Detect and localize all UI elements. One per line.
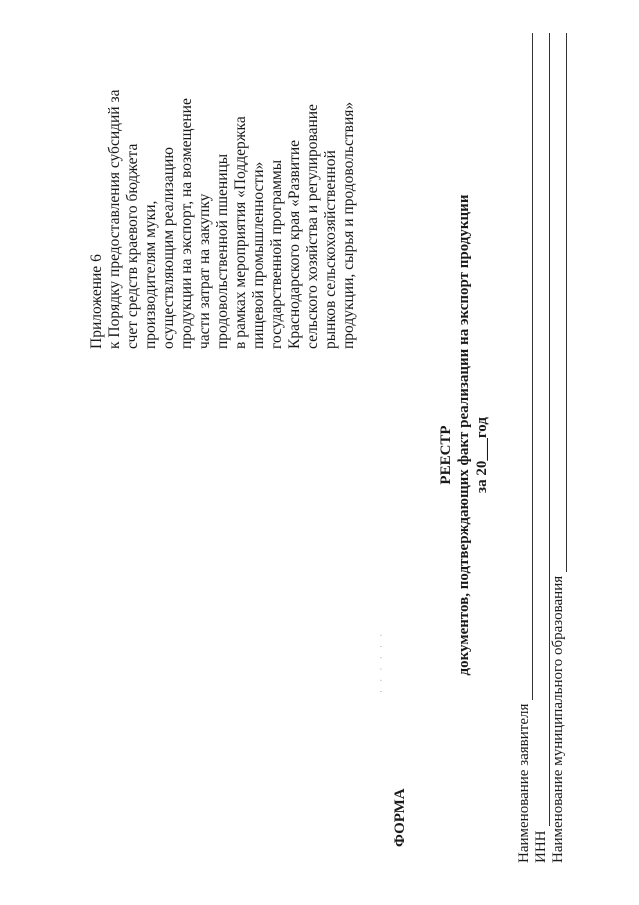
appendix-line: пищевой промышленности» (250, 161, 267, 349)
registry-title: РЕЕСТР (438, 425, 454, 485)
appendix-line: Приложение 6 (88, 254, 105, 349)
municipality-field[interactable] (549, 33, 567, 863)
appendix-line: производителям муки, (142, 200, 159, 349)
appendix-line: части затрат на закупку (196, 193, 213, 349)
applicant-name-field[interactable] (515, 33, 533, 863)
municipality-label: Наименование муниципального образования (550, 575, 566, 863)
scan-specks: · · · · · · (376, 630, 386, 693)
appendix-line: продукции, сырья и продовольствия» (340, 101, 357, 349)
appendix-line: сельского хозяйства и регулирование (304, 104, 321, 349)
registry-year-line: за 20___год (474, 417, 490, 493)
appendix-line: счет средств краевого бюджета (124, 143, 141, 349)
appendix-line: продукции на экспорт, на возмещение (178, 98, 195, 349)
applicant-name-label: Наименование заявителя (516, 703, 532, 863)
applicant-name-line[interactable] (519, 33, 533, 700)
registry-description: документов, подтверждающих факт реализации на экспорт продукции (456, 194, 472, 676)
appendix-line: государственной программы (268, 159, 285, 349)
appendix-line: Краснодарского края «Развитие (286, 139, 303, 349)
appendix-block (88, 49, 358, 349)
appendix-line: к Порядку предоставления субсидий за (106, 89, 123, 349)
appendix-line: в рамках мероприятия «Поддержка (232, 116, 249, 349)
municipality-line[interactable] (553, 33, 567, 572)
appendix-line: продовольственной пшеницы (214, 153, 231, 349)
inn-field[interactable] (532, 33, 550, 863)
appendix-line: осуществляющим реализацию (160, 147, 177, 349)
inn-line[interactable] (536, 33, 550, 827)
inn-label: ИНН (533, 830, 549, 863)
form-label: ФОРМА (392, 788, 408, 847)
appendix-line: рынков сельскохозяйственной (322, 150, 339, 349)
